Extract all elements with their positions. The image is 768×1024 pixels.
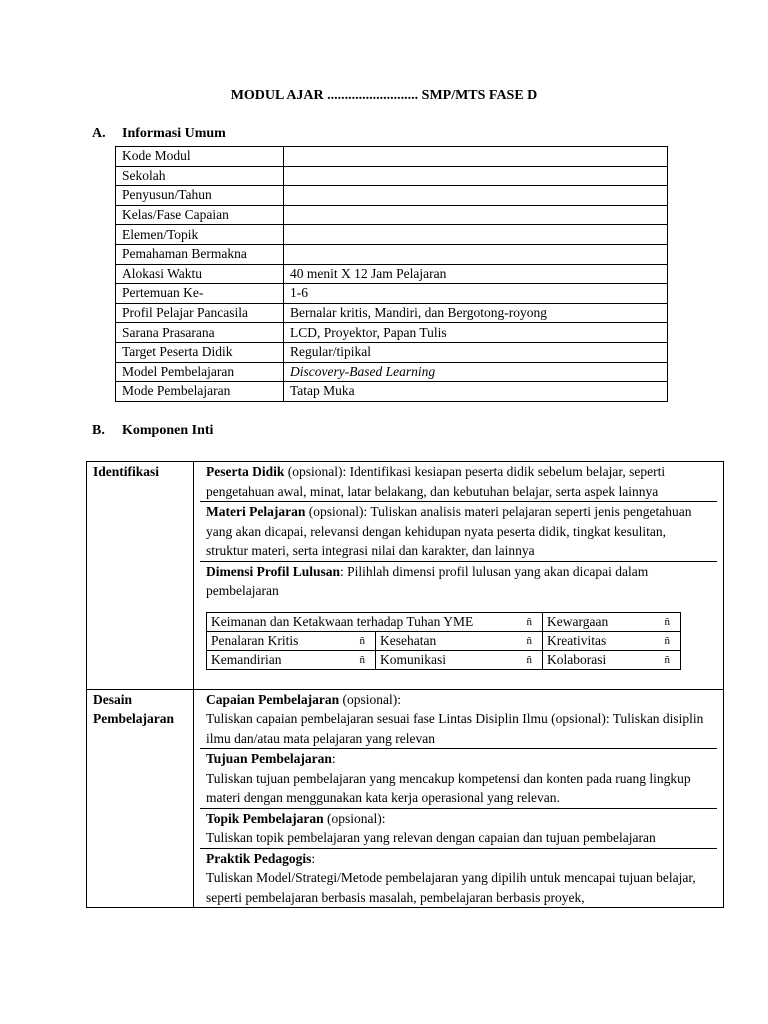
dimension-option[interactable] — [207, 631, 376, 650]
table-row — [116, 166, 668, 186]
dimension-label: Penalaran Kritis — [211, 632, 299, 648]
topik-block[interactable] — [200, 808, 717, 848]
dimension-label: Kreativitas — [547, 632, 607, 648]
desain-pembelajaran-label — [87, 689, 194, 908]
info-label: Kode Modul — [116, 147, 284, 167]
dimension-option[interactable] — [207, 612, 543, 631]
table-row — [116, 225, 668, 245]
dimension-label: Kolaborasi — [547, 651, 607, 667]
capaian-suffix: (opsional): — [339, 691, 401, 707]
info-label: Sekolah — [116, 166, 284, 186]
info-value[interactable]: Bernalar kritis, Mandiri, dan Bergotong-royong — [284, 303, 668, 323]
checkbox-icon[interactable]: ñ — [526, 653, 532, 666]
checkbox-icon[interactable]: ñ — [526, 615, 532, 628]
identifikasi-label: Identifikasi — [87, 462, 194, 690]
dimensi-table — [206, 612, 681, 670]
tujuan-title: Tujuan Pembelajaran — [206, 751, 332, 766]
table-row — [116, 303, 668, 323]
table-row — [116, 244, 668, 264]
komponen-inti-table — [86, 461, 724, 908]
info-label: Pertemuan Ke- — [116, 284, 284, 304]
section-a-number: A. — [92, 126, 106, 141]
info-value[interactable]: LCD, Proyektor, Papan Tulis — [284, 323, 668, 343]
info-label: Sarana Prasarana — [116, 323, 284, 343]
dimension-option[interactable] — [543, 631, 681, 650]
info-value[interactable] — [284, 244, 668, 264]
table-row — [116, 284, 668, 304]
info-value[interactable] — [284, 147, 668, 167]
dimension-label: Kesehatan — [380, 632, 437, 648]
capaian-block[interactable] — [200, 690, 717, 749]
informasi-umum-table — [115, 146, 668, 402]
section-b-title: Komponen Inti — [122, 423, 214, 438]
dimension-option[interactable] — [543, 612, 681, 631]
praktik-text: Tuliskan Model/Strategi/Metode pembelajaran yang dipilih untuk mencapai tujuan belajar, seperti pembelajaran berbasis masalah, pembelajaran berbasis proyek, — [206, 870, 696, 905]
checkbox-icon[interactable]: ñ — [664, 634, 670, 647]
table-row — [116, 186, 668, 206]
info-value[interactable] — [284, 205, 668, 225]
desain-content — [194, 689, 724, 908]
dimension-option[interactable] — [543, 650, 681, 669]
info-value[interactable]: 40 menit X 12 Jam Pelajaran — [284, 264, 668, 284]
checkbox-icon[interactable]: ñ — [359, 653, 365, 666]
capaian-title: Capaian Pembelajaran — [206, 691, 340, 707]
desain-label-line2: Pembelajaran — [93, 711, 174, 726]
info-label: Target Peserta Didik — [116, 342, 284, 362]
table-row — [116, 264, 668, 284]
capaian-text: Tuliskan capaian pembelajaran sesuai fase Lintas Disiplin Ilmu (opsional): Tuliskan disiplin ilmu dan/atau mata pelajaran yang relevan — [206, 711, 704, 746]
materi-pelajaran-text: (opsional): Tuliskan analisis materi pelajaran seperti jenis pengetahuan yang akan dicapai, relevansi dengan kehidupan nyata peserta didik, tingkat kesulitan, struktur materi, serta integrasi nilai dan karakter, dan lainnya — [206, 504, 692, 558]
identifikasi-content — [194, 462, 724, 690]
dimensi-profil-title: Dimensi Profil Lulusan — [206, 563, 341, 579]
info-label: Model Pembelajaran — [116, 362, 284, 382]
checkbox-icon[interactable]: ñ — [664, 615, 670, 628]
peserta-didik-block[interactable] — [200, 462, 717, 501]
document-title: MODUL AJAR .......................... SMP/MTS FASE D — [230, 88, 538, 103]
dimension-label: Kemandirian — [211, 651, 282, 667]
table-row — [116, 342, 668, 362]
table-row — [116, 205, 668, 225]
info-value[interactable]: 1-6 — [284, 284, 668, 304]
peserta-didik-text: (opsional): Identifikasi kesiapan peserta didik sebelum belajar, seperti pengetahuan awal, minat, latar belakang, dan kebutuhan belajar, serta aspek lainnya — [206, 464, 666, 499]
praktik-suffix: : — [311, 850, 316, 866]
table-row — [87, 462, 724, 690]
info-value[interactable] — [284, 225, 668, 245]
info-value[interactable]: Discovery-Based Learning — [284, 362, 668, 382]
table-row — [207, 650, 681, 669]
table-row — [207, 612, 681, 631]
section-a-title: Informasi Umum — [122, 126, 226, 141]
info-value[interactable]: Regular/tipikal — [284, 342, 668, 362]
topik-title: Topik Pembelajaran — [206, 810, 324, 826]
tujuan-block[interactable] — [200, 748, 717, 808]
checkbox-icon[interactable]: ñ — [359, 634, 365, 647]
dimension-label: Komunikasi — [380, 651, 446, 667]
dimension-option[interactable] — [376, 650, 543, 669]
info-value[interactable]: Tatap Muka — [284, 382, 668, 402]
info-label: Pemahaman Bermakna — [116, 244, 284, 264]
info-label: Mode Pembelajaran — [116, 382, 284, 402]
materi-pelajaran-title: Materi Pelajaran — [206, 504, 306, 519]
materi-pelajaran-block[interactable] — [200, 501, 717, 561]
dimension-option[interactable] — [376, 631, 543, 650]
info-label: Kelas/Fase Capaian — [116, 205, 284, 225]
table-row — [116, 323, 668, 343]
table-row — [116, 362, 668, 382]
tujuan-suffix: : — [331, 751, 336, 766]
dimension-label: Keimanan dan Ketakwaan terhadap Tuhan YME — [211, 613, 474, 629]
section-b-number: B. — [92, 423, 105, 438]
info-label: Alokasi Waktu — [116, 264, 284, 284]
table-row — [116, 382, 668, 402]
info-label: Elemen/Topik — [116, 225, 284, 245]
topik-suffix: (opsional): — [323, 810, 386, 826]
desain-label-line1: Desain — [93, 691, 133, 707]
topik-text: Tuliskan topik pembelajaran yang relevan dengan capaian dan tujuan pembelajaran — [206, 830, 656, 845]
info-value[interactable] — [284, 186, 668, 206]
checkbox-icon[interactable]: ñ — [664, 653, 670, 666]
peserta-didik-title: Peserta Didik — [206, 464, 285, 479]
checkbox-icon[interactable]: ñ — [526, 634, 532, 647]
table-row — [207, 631, 681, 650]
dimension-option[interactable] — [207, 650, 376, 669]
dimensi-profil-text: : Pilihlah dimensi profil lulusan yang akan dicapai dalam pembelajaran — [206, 563, 649, 598]
table-row — [87, 689, 724, 908]
section-b-heading — [92, 423, 213, 439]
dimensi-profil-block — [200, 561, 717, 670]
section-a-heading — [92, 126, 226, 142]
table-row — [116, 147, 668, 167]
tujuan-text: Tuliskan tujuan pembelajaran yang mencakup kompetensi dan konten pada ruang lingkup materi dengan menggunakan kata kerja operasional yang relevan. — [206, 770, 691, 805]
info-value[interactable] — [284, 166, 668, 186]
praktik-block[interactable] — [200, 848, 717, 908]
praktik-title: Praktik Pedagogis — [206, 850, 312, 866]
info-label: Profil Pelajar Pancasila — [116, 303, 284, 323]
info-label: Penyusun/Tahun — [116, 186, 284, 206]
dimension-label: Kewargaan — [547, 613, 609, 629]
